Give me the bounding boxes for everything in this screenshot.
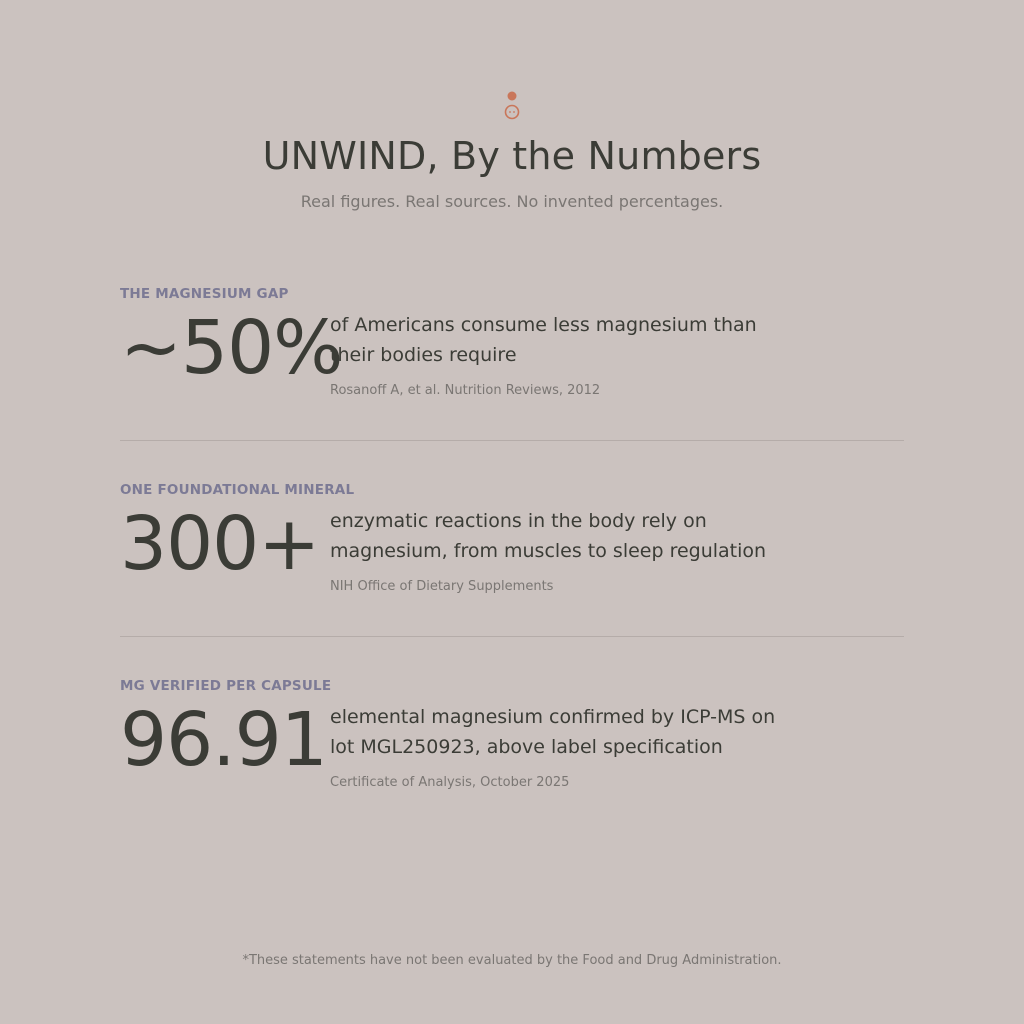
stat-block-mg-verified <box>120 678 904 808</box>
stat-source: Rosanoff A, et al. Nutrition Reviews, 2012 <box>330 383 601 398</box>
fda-disclaimer: *These statements have not been evaluated by the Food and Drug Administration. <box>242 953 782 968</box>
stat-description: enzymatic reactions in the body rely on magnesium, from muscles to sleep regulation <box>330 510 767 562</box>
page-title: UNWIND, By the Numbers <box>262 134 762 178</box>
stat-source: NIH Office of Dietary Supplements <box>330 579 554 594</box>
section-divider <box>120 636 904 637</box>
figure-icon <box>502 90 522 122</box>
stat-label: ONE FOUNDATIONAL MINERAL <box>120 482 355 498</box>
stat-block-magnesium-gap <box>120 286 904 416</box>
stat-number: 300+ <box>120 501 320 587</box>
page-subtitle: Real figures. Real sources. No invented percentages. <box>300 192 724 211</box>
stat-label: THE MAGNESIUM GAP <box>120 286 289 302</box>
stat-source: Certificate of Analysis, October 2025 <box>330 775 570 790</box>
stat-description: of Americans consume less magnesium than their bodies require <box>330 314 757 366</box>
stat-number: ~50% <box>120 305 343 391</box>
stat-label: MG VERIFIED PER CAPSULE <box>120 678 332 694</box>
stat-description: elemental magnesium confirmed by ICP-MS on lot MGL250923, above label specification <box>330 706 776 758</box>
section-divider <box>120 440 904 441</box>
stat-block-foundational-mineral <box>120 482 904 612</box>
stat-number: 96.91 <box>120 697 327 783</box>
